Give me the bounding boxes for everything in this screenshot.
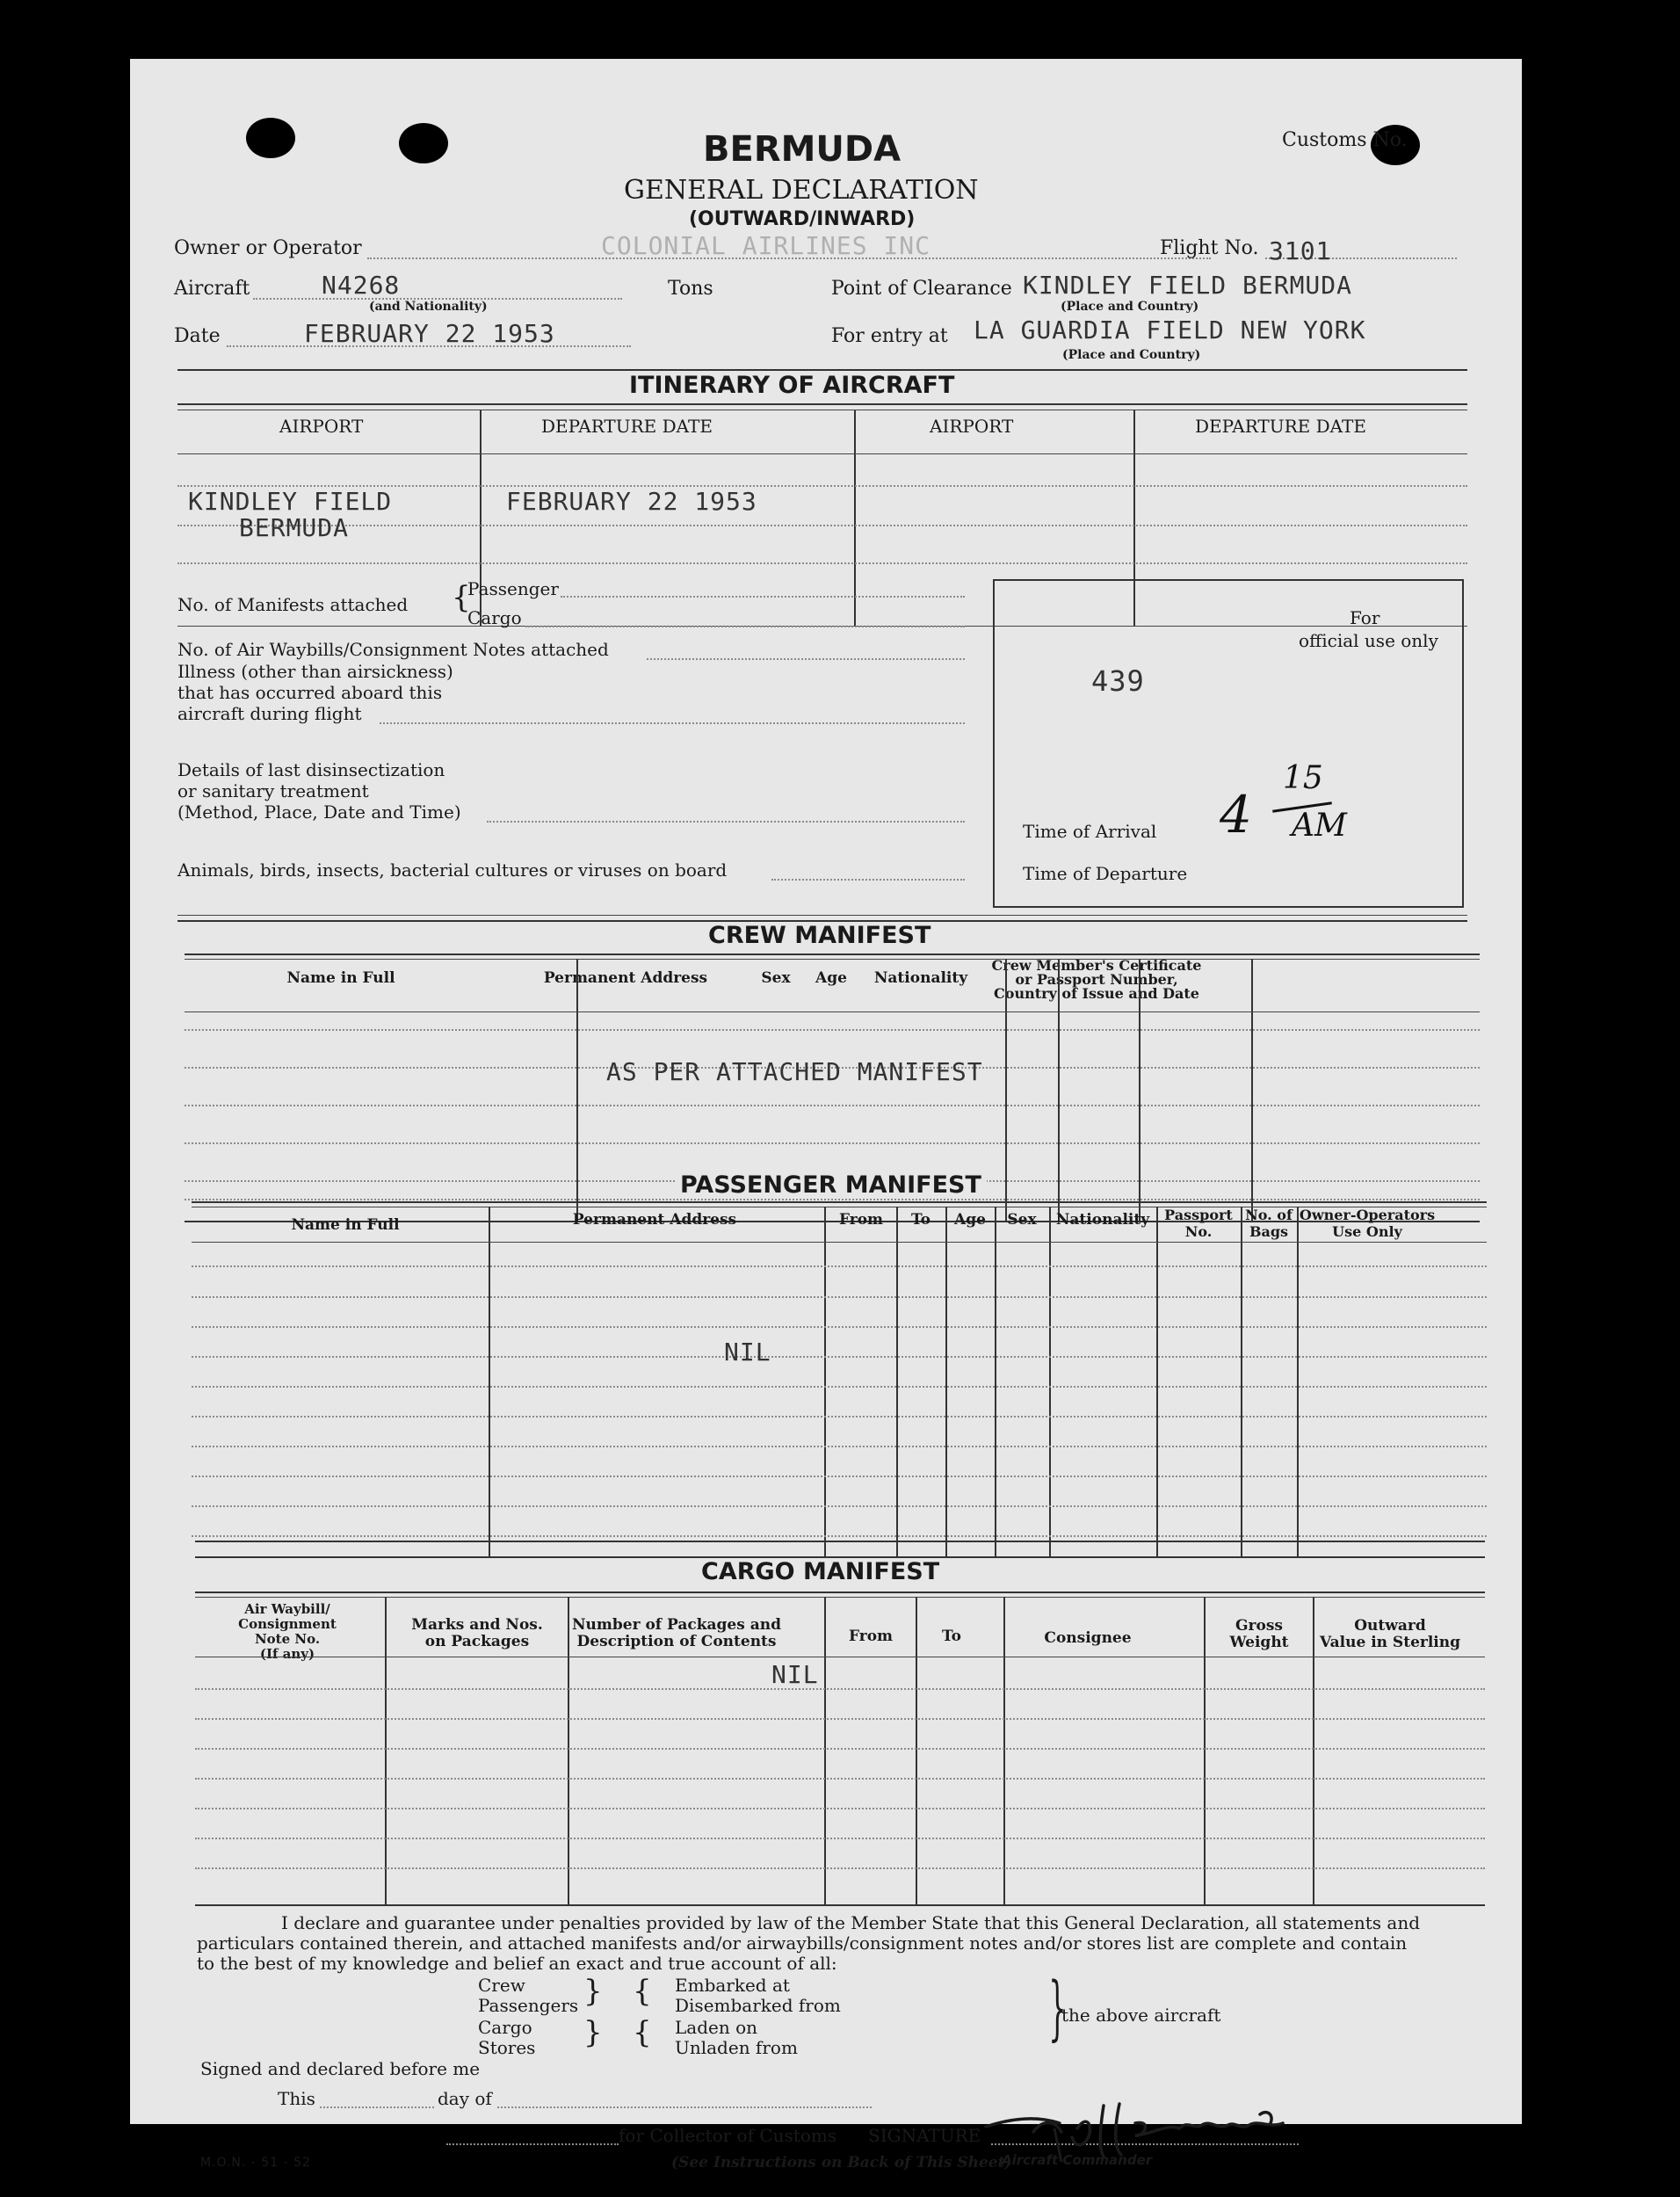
passenger-col-passport-line1: Passport xyxy=(1164,1207,1233,1223)
date-label: Date xyxy=(174,325,221,347)
decl-disembarked: Disembarked from xyxy=(675,1995,841,2016)
declaration-line1: I declare and guarantee under penalties provided by law of the Member State that this General Declaration, all statements and xyxy=(281,1912,1421,1933)
passenger-col-owner-line2: Use Only xyxy=(1332,1223,1402,1240)
passenger-col-nationality: Nationality xyxy=(1055,1211,1150,1229)
owner-label: Owner or Operator xyxy=(174,237,362,259)
form-number: M.O.N. - 51 - 52 xyxy=(200,2156,311,2170)
declaration-line3: to the best of my knowledge and belief an exact and true account of all: xyxy=(197,1953,837,1974)
owner-value: COLONIAL AIRLINES INC xyxy=(601,231,931,260)
crew-col-cert-line1: Crew Member's Certificate xyxy=(991,957,1202,974)
day-of-label: day of xyxy=(438,2088,492,2109)
manifests-label: No. of Manifests attached xyxy=(177,594,409,615)
cargo-col-waybill-line2: Consignment xyxy=(238,1616,337,1632)
crew-col-cert-line2: or Passport Number, xyxy=(1015,971,1178,988)
animals-label: Animals, birds, insects, bacterial cultures or viruses on board xyxy=(177,859,728,881)
crew-col-name: Name in Full xyxy=(286,969,395,987)
passenger-col-address: Permanent Address xyxy=(572,1211,737,1229)
decl-embarked: Embarked at xyxy=(675,1975,790,1996)
itinerary-heading: ITINERARY OF AIRCRAFT xyxy=(629,372,955,399)
cargo-col-outward-line1: Outward xyxy=(1354,1617,1426,1635)
passenger-col-from: From xyxy=(838,1211,884,1229)
passenger-col-passport-line2: No. xyxy=(1184,1223,1213,1240)
punch-hole xyxy=(399,123,448,163)
departure-time-label: Time of Departure xyxy=(1023,863,1188,884)
entry-value: LA GUARDIA FIELD NEW YORK xyxy=(974,315,1366,344)
cargo-col-waybill-line3: Note No. xyxy=(254,1631,321,1647)
cargo-col-number-line2: Description of Contents xyxy=(576,1633,777,1650)
date-value: FEBRUARY 22 1953 xyxy=(304,319,555,348)
aircraft-sub: (and Nationality) xyxy=(369,300,488,314)
official-number: 439 xyxy=(1091,664,1145,698)
passenger-col-name: Name in Full xyxy=(291,1216,400,1234)
itinerary-col-airport-1: AIRPORT xyxy=(279,416,364,437)
decl-stores: Stores xyxy=(478,2037,536,2058)
disinsect-line2: or sanitary treatment xyxy=(177,780,369,801)
manifests-passenger: Passenger xyxy=(467,578,559,599)
crew-col-sex: Sex xyxy=(761,969,791,987)
flight-label: Flight No. xyxy=(1160,237,1259,259)
cargo-col-marks-line2: on Packages xyxy=(424,1633,530,1650)
form-direction: (OUTWARD/INWARD) xyxy=(689,208,916,230)
flight-value: 3101 xyxy=(1269,236,1332,265)
passenger-col-sex: Sex xyxy=(1007,1211,1037,1229)
arrival-minute: 15 xyxy=(1283,760,1323,796)
itinerary-airport-line1: KINDLEY FIELD xyxy=(188,487,393,516)
cargo-col-from: From xyxy=(848,1628,894,1645)
passenger-col-owner-line1: Owner-Operators xyxy=(1299,1207,1436,1223)
form-subtitle: GENERAL DECLARATION xyxy=(624,175,979,206)
passenger-col-bags-line2: Bags xyxy=(1249,1223,1289,1240)
decl-unladen: Unladen from xyxy=(675,2037,798,2058)
signed-before-me: Signed and declared before me xyxy=(200,2058,481,2079)
official-for: For xyxy=(1350,607,1380,628)
cargo-col-marks-line1: Marks and Nos. xyxy=(411,1616,543,1634)
declaration-line2: particulars contained therein, and attached manifests and/or airwaybills/consignment notes and/or stores list are complete and contain xyxy=(197,1932,1408,1954)
passenger-col-bags-line1: No. of xyxy=(1245,1207,1293,1223)
itinerary-departure: FEBRUARY 22 1953 xyxy=(506,487,757,516)
decl-passengers: Passengers xyxy=(478,1995,579,2016)
arrival-label: Time of Arrival xyxy=(1023,821,1157,842)
passenger-heading: PASSENGER MANIFEST xyxy=(675,1171,987,1199)
official-use-only: official use only xyxy=(1299,630,1438,651)
itinerary-col-departure-2: DEPARTURE DATE xyxy=(1195,416,1366,437)
cargo-col-waybill-line4: (If any) xyxy=(259,1646,315,1662)
aircraft-label: Aircraft xyxy=(174,278,250,300)
crew-col-cert-line3: Country of Issue and Date xyxy=(994,985,1199,1002)
cargo-col-outward-line2: Value in Sterling xyxy=(1320,1634,1460,1651)
decl-cargo: Cargo xyxy=(478,2017,532,2038)
place-country-2: (Place and Country) xyxy=(1062,348,1201,362)
instructions-note: (See Instructions on Back of This Sheet) xyxy=(671,2154,1012,2172)
itinerary-col-airport-2: AIRPORT xyxy=(930,416,1014,437)
cargo-value: NIL xyxy=(771,1660,819,1689)
aircraft-value: N4268 xyxy=(322,271,401,300)
disinsect-line1: Details of last disinsectization xyxy=(177,759,445,780)
crew-note: AS PER ATTACHED MANIFEST xyxy=(606,1057,983,1086)
itinerary-airport-line2: BERMUDA xyxy=(239,513,350,542)
decl-crew: Crew xyxy=(478,1975,525,1996)
document-page: BERMUDA GENERAL DECLARATION (OUTWARD/INWARD) Customs No. Owner or Operator COLONIAL AIRLINES INC Flight No. 3101 Aircraft N4268 (and Nationality) Tons Point of Clearance KINDLEY FIELD BERMUDA (Place and Country) Date FEBRUARY 22 1953 For entry at LA GUARDIA FIELD NEW YORK (Place and Country) ITINERARY OF AIRCRAFT AIRPORT DEPARTURE DATE AIRPORT DEPARTURE DATE KINDLEY FIELD BERMUDA FEBRUARY 22 1953 No. of Manifests attached { Passenger Cargo No. of Air Waybills/Consignment Notes attached Illness (other than airsickness) that has occurred aboard this aircraft during flight Details of last disinsectization or sanitary treatment (Method, Place, Date and Time) Animals, birds, insects, bacterial cultures or viruses on board For official use only 439 Time of Arrival 4 15 AM Time of Departure CREW MANIFEST Name in Full Permanent Address Sex Age Nationality Crew Member's Certificate or Passport Number, Country of Issue and Date AS PER ATTACHED MANIFEST PASSENGER MANIFEST Name in Full Permanent Address From To Age Sex Nationality Passport No. No. of Bags Owner-Operators Use Only NIL CARGO MANIFEST Air Waybill/ Consignment Note No. (If any) Marks and Nos. on Packages Number of Packages and Description of Contents From To Consignee Gross Weight Outward Value in Sterling NIL I declare and guarantee under penalties provided by law of the Member State that this General Declaration, all statements and particulars contained therein, and attached manifests and/or airwaybills/consignment notes and/or stores list are complete and contain to the best of my knowledge and belief an exact and true account of all: Crew Passengers Cargo Stores } } { { Embarked at Disembarked from Laden on Unladen from } the above aircraft Signed and declared before me This day of for Collector of Customs SIGNATURE Aircraft Commander (See Instructions on Back of This Sheet) M.O.N. - 51 - 52 xyxy=(130,59,1522,2124)
customs-no-label: Customs No. xyxy=(1282,129,1408,151)
passenger-col-age: Age xyxy=(954,1211,986,1229)
crew-heading: CREW MANIFEST xyxy=(708,922,931,949)
cargo-col-gross-line1: Gross xyxy=(1235,1617,1283,1635)
tons-label: Tons xyxy=(668,278,713,300)
cargo-col-to: To xyxy=(941,1628,962,1645)
crew-col-nationality: Nationality xyxy=(873,969,968,987)
crew-col-age: Age xyxy=(815,969,847,987)
manifests-cargo: Cargo xyxy=(467,607,522,628)
entry-label: For entry at xyxy=(831,325,948,347)
punch-hole xyxy=(246,118,295,158)
this-label: This xyxy=(278,2088,315,2109)
commander-label: Aircraft Commander xyxy=(1002,2152,1153,2168)
cargo-col-number-line1: Number of Packages and xyxy=(572,1616,781,1634)
passenger-value: NIL xyxy=(724,1338,771,1367)
itinerary-col-departure-1: DEPARTURE DATE xyxy=(541,416,713,437)
decl-laden: Laden on xyxy=(675,2017,758,2038)
disinsect-line3: (Method, Place, Date and Time) xyxy=(177,801,461,823)
official-use-box xyxy=(993,579,1464,908)
place-country-1: (Place and Country) xyxy=(1061,300,1199,314)
clearance-value: KINDLEY FIELD BERMUDA xyxy=(1023,271,1353,300)
illness-line2: that has occurred aboard this xyxy=(177,682,443,703)
collector-label: for Collector of Customs xyxy=(619,2125,837,2146)
clearance-label: Point of Clearance xyxy=(831,278,1012,300)
cargo-col-gross-line2: Weight xyxy=(1229,1634,1289,1651)
cargo-col-consignee: Consignee xyxy=(1044,1629,1132,1647)
illness-line1: Illness (other than airsickness) xyxy=(177,661,453,682)
form-title: BERMUDA xyxy=(703,129,902,170)
illness-line3: aircraft during flight xyxy=(177,703,362,724)
arrival-ampm: AM xyxy=(1292,808,1347,844)
decl-above-aircraft: the above aircraft xyxy=(1061,2005,1221,2026)
waybills-label: No. of Air Waybills/Consignment Notes attached xyxy=(177,639,609,660)
arrival-hour: 4 xyxy=(1220,785,1252,845)
passenger-col-to: To xyxy=(910,1211,931,1229)
crew-col-address: Permanent Address xyxy=(543,969,708,987)
cargo-heading: CARGO MANIFEST xyxy=(701,1558,940,1585)
signature-label: SIGNATURE xyxy=(868,2125,981,2146)
cargo-col-waybill-line1: Air Waybill/ xyxy=(244,1601,330,1617)
